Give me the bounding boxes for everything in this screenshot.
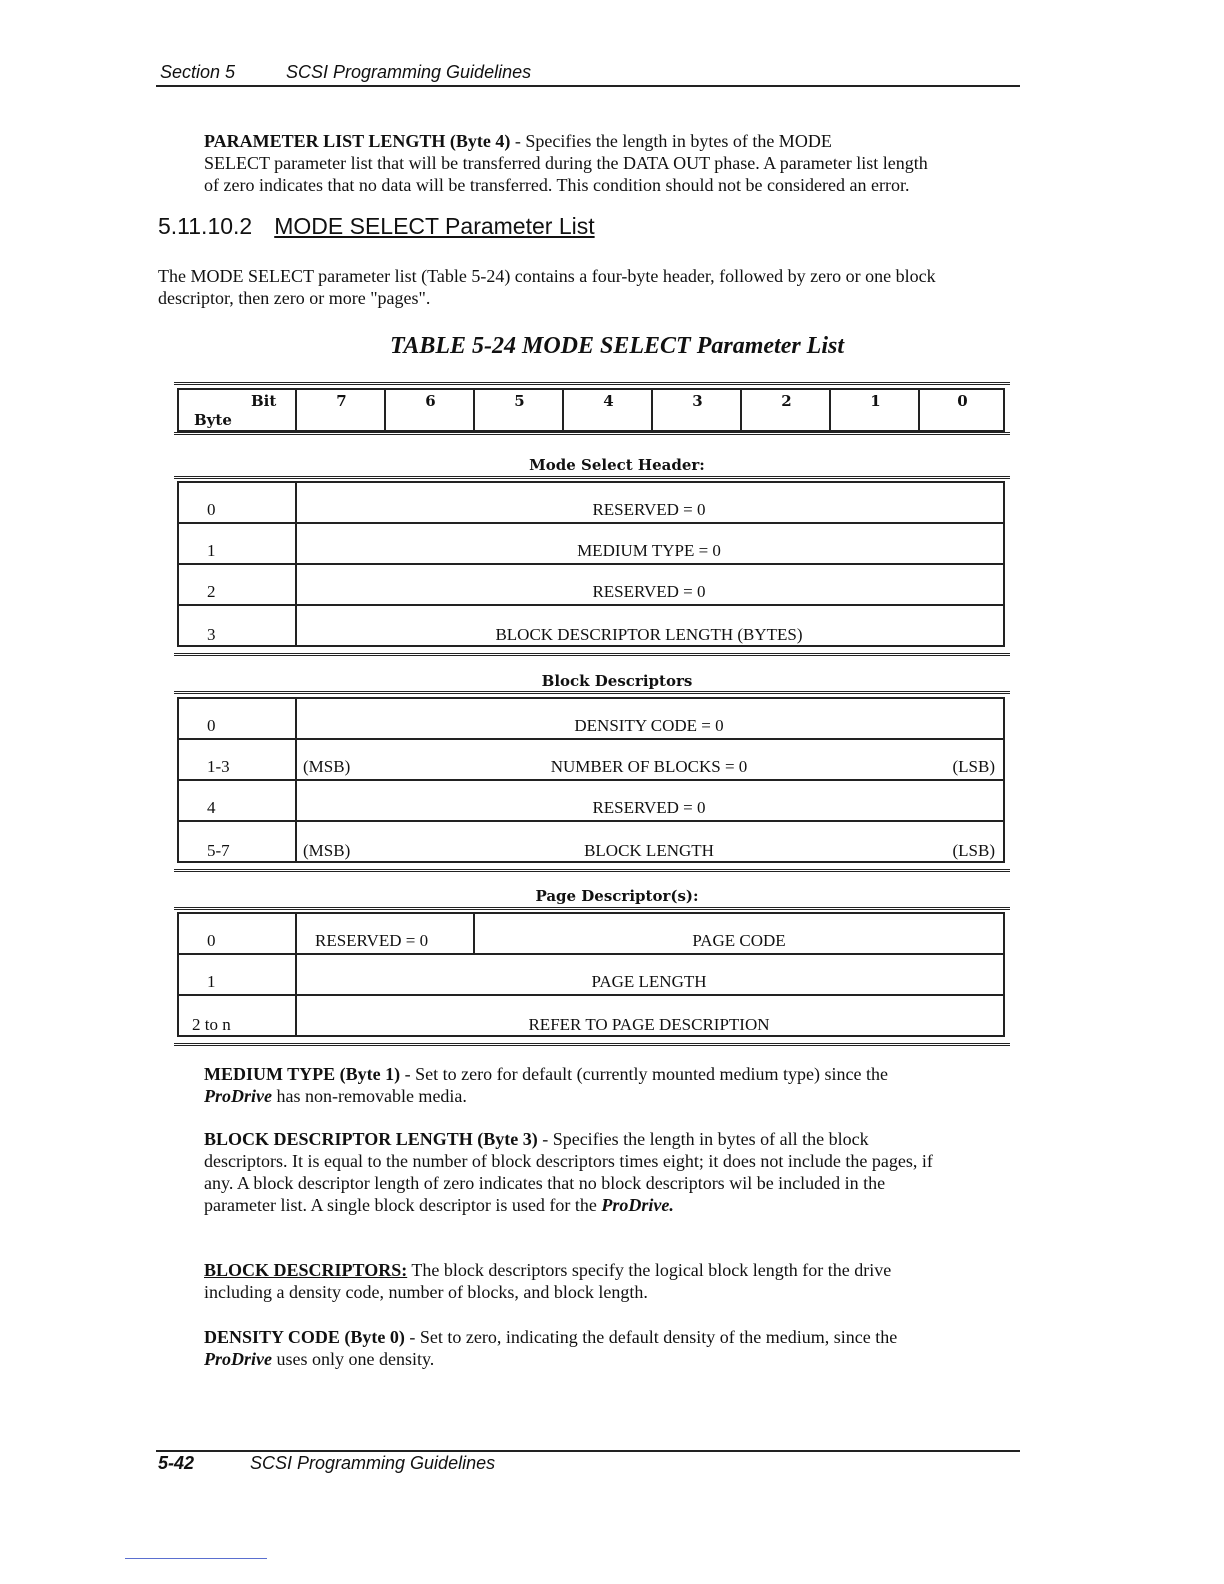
byte-value: 0 <box>207 716 216 735</box>
byte-value: 3 <box>207 625 216 644</box>
text-line: has non-removable media. <box>271 1086 467 1106</box>
bdl-paragraph <box>204 1128 933 1216</box>
table-row <box>179 781 1003 822</box>
table-row <box>179 606 1003 647</box>
product-name: ProDrive <box>204 1349 272 1369</box>
bit-label: 6 <box>425 392 436 410</box>
byte-value: 1-3 <box>207 757 230 776</box>
bit-header-row <box>177 388 1005 432</box>
field-desc: BLOCK LENGTH <box>584 841 714 860</box>
bit-2-cell <box>740 390 831 430</box>
block-descriptors-title: Block Descriptors <box>541 672 693 690</box>
page-descriptors-table <box>177 912 1005 1037</box>
footer-title: SCSI Programming Guidelines <box>250 1453 496 1473</box>
medium-type-term: MEDIUM TYPE (Byte 1) <box>204 1064 401 1084</box>
text-line: The block descriptors specify the logical block length for the drive <box>407 1260 892 1280</box>
byte-value: 2 to n <box>192 1015 231 1034</box>
block-descriptors-term: BLOCK DESCRIPTORS: <box>204 1260 408 1280</box>
text-line: descriptor, then zero or more "pages". <box>158 288 431 308</box>
bit-label: 2 <box>781 392 792 410</box>
text-line: including a density code, number of blocks, and block length. <box>204 1282 648 1302</box>
table-caption: TABLE 5-24 MODE SELECT Parameter List <box>389 333 845 359</box>
table-row <box>179 996 1003 1037</box>
mode-select-header-title: Mode Select Header: <box>529 456 705 474</box>
bit-label: 5 <box>514 392 525 410</box>
text-line: - Specifies the length in bytes of the MODE <box>510 131 832 151</box>
field-desc: DENSITY CODE = 0 <box>574 716 724 735</box>
field-desc: RESERVED = 0 <box>592 500 706 519</box>
byte-cell <box>179 955 297 994</box>
medium-type-paragraph <box>204 1063 888 1107</box>
msb-label: (MSB) <box>303 841 351 860</box>
text-line: The MODE SELECT parameter list (Table 5-24) contains a four-byte header, followed by zero or one block <box>158 266 936 286</box>
section-title: MODE SELECT Parameter List <box>274 213 595 239</box>
byte-value: 1 <box>207 972 216 991</box>
bdl-term: BLOCK DESCRIPTOR LENGTH (Byte 3) <box>204 1129 538 1149</box>
page-descriptors-title: Page Descriptor(s): <box>535 887 699 905</box>
byte-cell <box>179 781 297 820</box>
field-desc: RESERVED = 0 <box>315 931 429 950</box>
bit-label: 0 <box>957 392 968 410</box>
bit-4-cell <box>562 390 653 430</box>
block-descriptors-table <box>177 697 1005 863</box>
byte-cell <box>179 524 297 563</box>
reserved-cell <box>295 914 475 953</box>
field-desc: NUMBER OF BLOCKS = 0 <box>550 757 748 776</box>
header-section: Section 5 <box>160 62 236 82</box>
table-row <box>179 740 1003 781</box>
field-desc: MEDIUM TYPE = 0 <box>577 541 721 560</box>
field-desc: BLOCK DESCRIPTOR LENGTH (BYTES) <box>495 625 803 644</box>
product-name: ProDrive <box>204 1086 272 1106</box>
param-list-length-term: PARAMETER LIST LENGTH (Byte 4) <box>204 131 511 151</box>
bit-label: Bit <box>251 392 277 410</box>
bit-5-cell <box>473 390 564 430</box>
bit-label: 7 <box>336 392 347 410</box>
product-name: ProDrive. <box>601 1195 674 1215</box>
table-row <box>179 955 1003 996</box>
field-desc: RESERVED = 0 <box>592 798 706 817</box>
bit-0-cell <box>918 390 1005 430</box>
byte-label: Byte <box>194 411 232 429</box>
msb-label: (MSB) <box>303 757 351 776</box>
bit-byte-corner <box>179 390 295 430</box>
text-line: SELECT parameter list that will be transferred during the DATA OUT phase. A parameter list length <box>204 153 928 173</box>
mode-select-header-table <box>177 481 1005 647</box>
lsb-label: (LSB) <box>952 757 995 776</box>
field-desc: RESERVED = 0 <box>592 582 706 601</box>
lsb-label: (LSB) <box>952 841 995 860</box>
bit-label: 3 <box>692 392 703 410</box>
table-row <box>179 483 1003 524</box>
bit-1-cell <box>829 390 920 430</box>
text-line: uses only one density. <box>271 1349 435 1369</box>
byte-value: 2 <box>207 582 216 601</box>
bit-label: 4 <box>603 392 614 410</box>
bit-6-cell <box>384 390 475 430</box>
text-line: - Set to zero, indicating the default density of the medium, since the <box>404 1327 898 1347</box>
density-paragraph <box>204 1326 897 1370</box>
density-term: DENSITY CODE (Byte 0) <box>204 1327 405 1347</box>
header-title: SCSI Programming Guidelines <box>286 62 532 82</box>
field-desc: REFER TO PAGE DESCRIPTION <box>528 1015 770 1034</box>
byte-value: 1 <box>207 541 216 560</box>
block-descriptors-paragraph <box>204 1259 891 1303</box>
byte-cell <box>179 822 297 863</box>
page-code-desc: PAGE CODE <box>692 931 786 950</box>
byte-value: 0 <box>207 500 216 519</box>
byte-cell <box>179 565 297 604</box>
byte-value: 0 <box>207 931 216 950</box>
table-row <box>179 565 1003 606</box>
byte-cell <box>179 699 297 738</box>
byte-cell <box>179 996 297 1037</box>
section-number: 5.11.10.2 <box>158 213 253 239</box>
scan-artifact-line <box>125 1558 267 1559</box>
text-line: descriptors. It is equal to the number of block descriptors times eight; it does not include the pages, if <box>204 1151 933 1171</box>
bit-3-cell <box>651 390 742 430</box>
intro-paragraph <box>158 265 936 309</box>
table-row <box>179 699 1003 740</box>
byte-value: 4 <box>207 798 216 817</box>
table-row <box>179 524 1003 565</box>
byte-value: 5-7 <box>207 841 230 860</box>
byte-cell <box>179 740 297 779</box>
field-desc: PAGE LENGTH <box>591 972 707 991</box>
bit-label: 1 <box>870 392 881 410</box>
text-line: any. A block descriptor length of zero indicates that no block descriptors wil be included in the <box>204 1173 886 1193</box>
byte-cell <box>179 606 297 647</box>
text-line: parameter list. A single block descriptor is used for the <box>204 1195 602 1215</box>
running-header <box>156 60 1020 87</box>
byte-cell <box>179 483 297 522</box>
footer-rule <box>156 1450 1020 1452</box>
page-number: 5-42 <box>158 1453 195 1473</box>
text-line: of zero indicates that no data will be transferred. This condition should not be considered an error. <box>204 175 910 195</box>
text-line: - Set to zero for default (currently mounted medium type) since the <box>400 1064 888 1084</box>
section-heading <box>158 213 595 240</box>
table-row <box>179 822 1003 863</box>
text-line: - Specifies the length in bytes of all the block <box>537 1129 869 1149</box>
param-list-length-paragraph <box>204 130 928 196</box>
table-row <box>179 914 1003 955</box>
byte-cell <box>179 914 297 953</box>
bit-7-cell <box>295 390 386 430</box>
